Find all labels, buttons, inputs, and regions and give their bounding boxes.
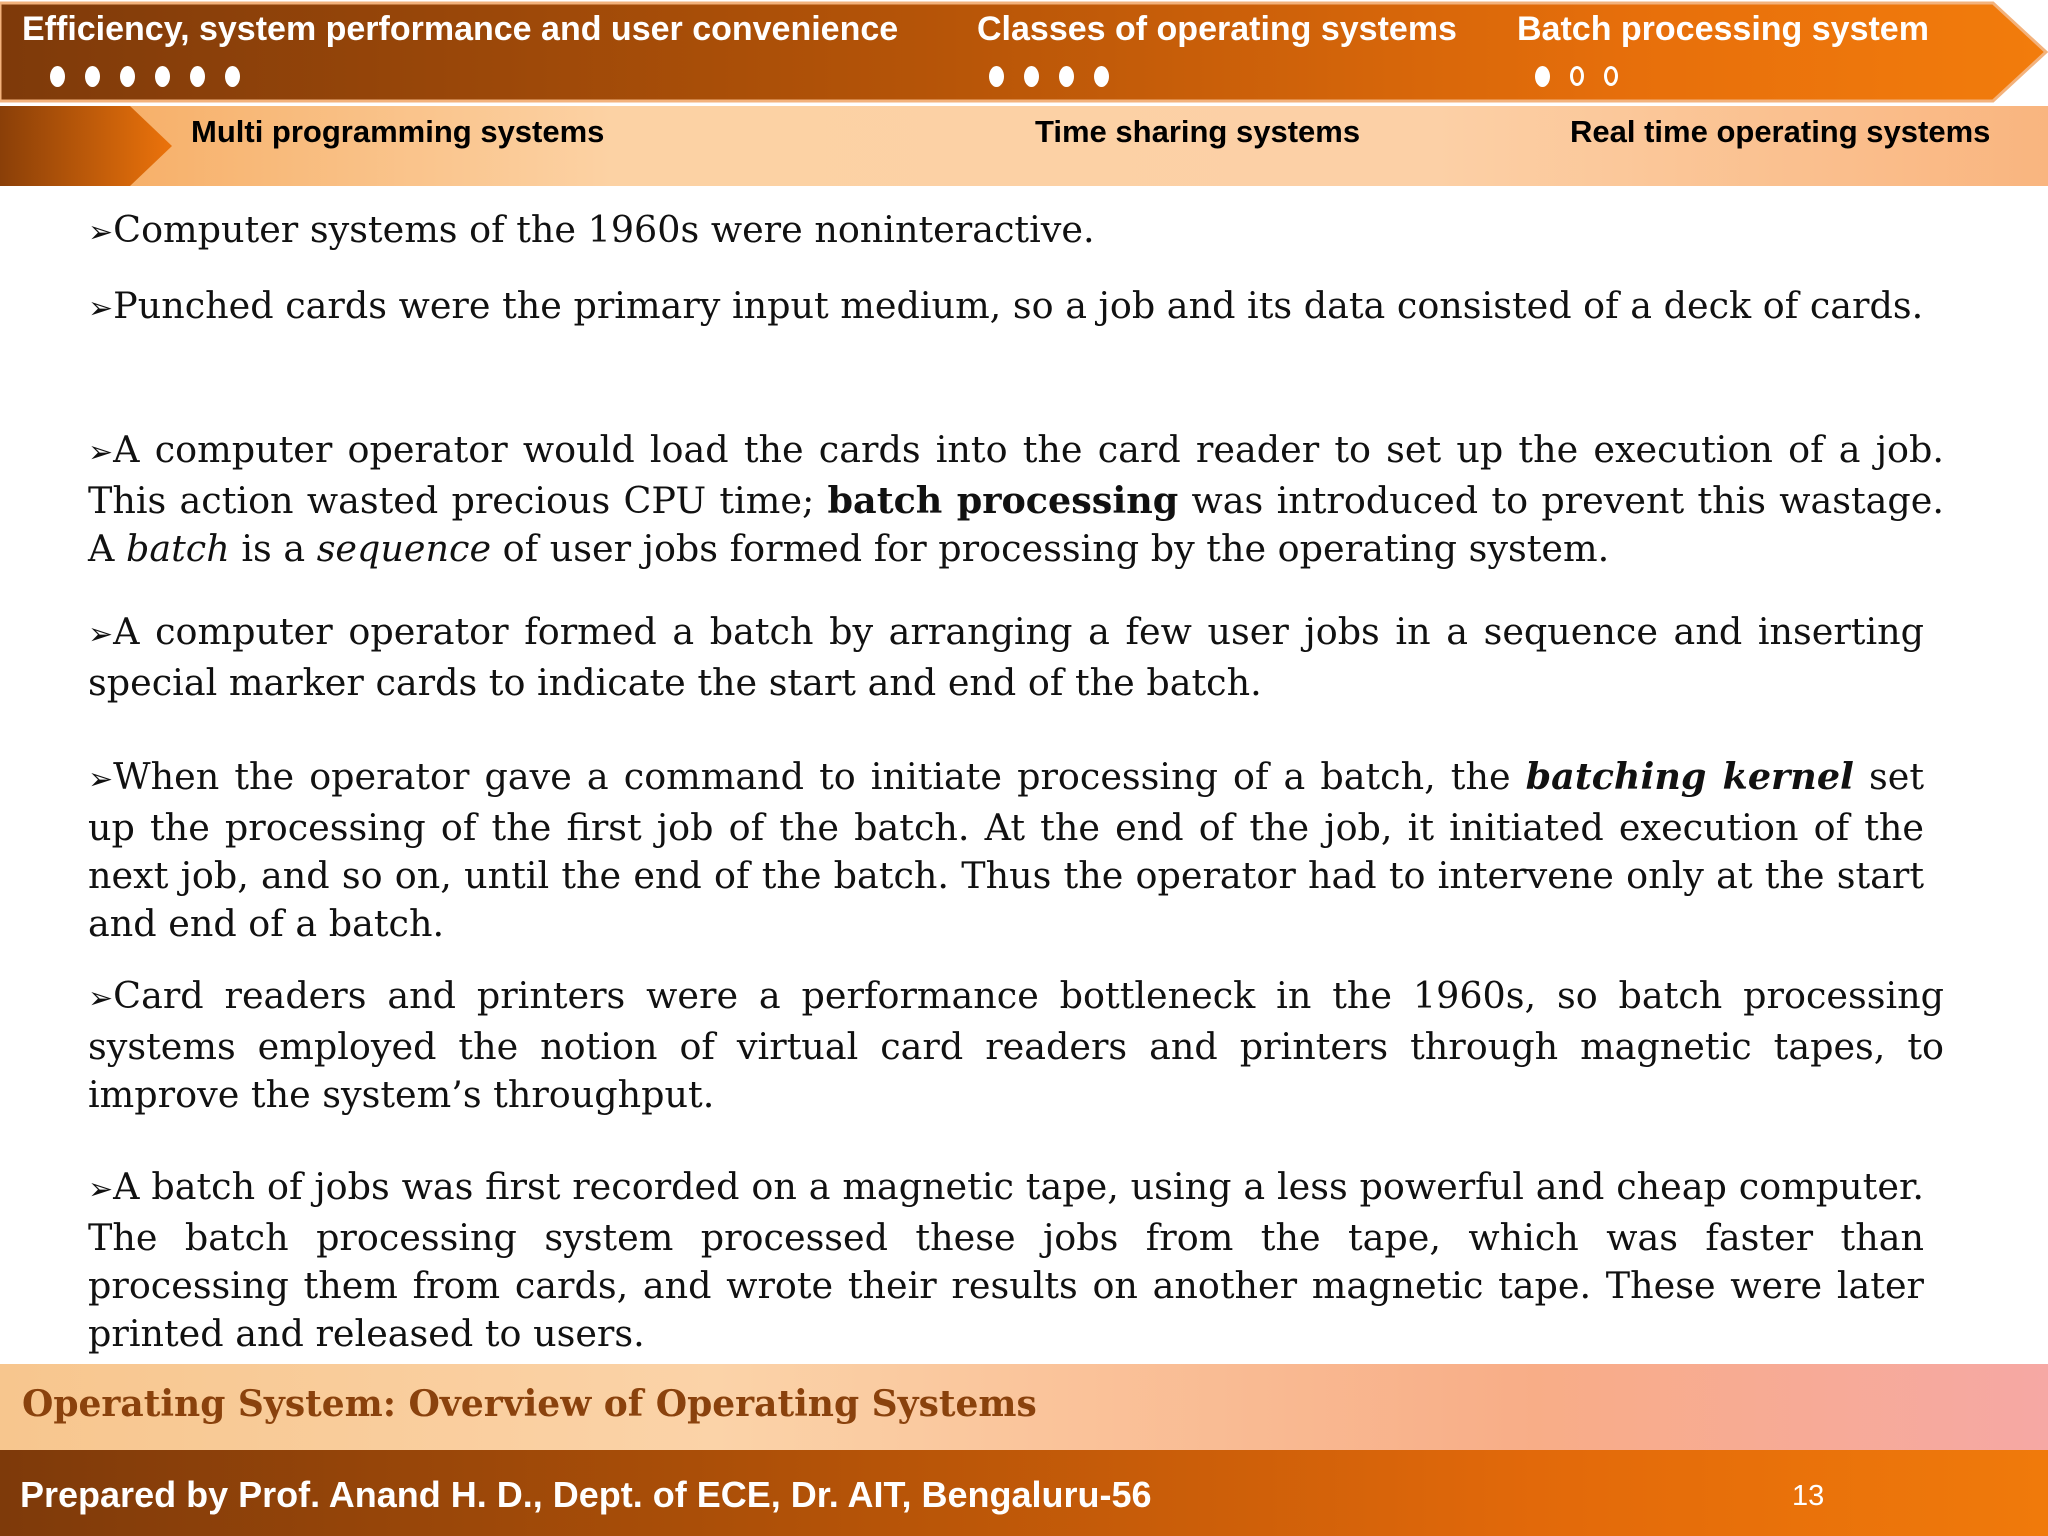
key-term: batch processing <box>827 479 1179 522</box>
progress-dots <box>50 66 240 87</box>
arrow-bullet-icon: ➢ <box>88 215 114 250</box>
nav-section-efficiency[interactable] <box>22 4 982 104</box>
bullet-paragraph: ➢When the operator gave a command to initiate processing of a batch, the batching kernel set up the processing of the first job of the batch. At the end of the job, it initiated execution of the next job, and so on, until the end of the batch. Thus the operator had to intervene only at the start and end of a batch. <box>88 755 1924 945</box>
slide-dot[interactable] <box>190 66 205 87</box>
bullet-paragraph: ➢Computer systems of the 1960s were noninteractive. <box>88 208 1095 251</box>
slide-dot[interactable] <box>1024 66 1039 87</box>
arrow-bullet-icon: ➢ <box>88 617 114 652</box>
nav-section-title: Efficiency, system performance and user convenience <box>22 10 899 48</box>
key-term: batching kernel <box>1525 755 1854 798</box>
course-title: Operating System: Overview of Operating Systems <box>22 1383 1037 1425</box>
slide-dot[interactable] <box>155 66 170 87</box>
progress-dots <box>989 66 1109 87</box>
page-number: 13 <box>1792 1480 1825 1512</box>
arrow-bullet-icon: ➢ <box>88 291 114 326</box>
bullet-paragraph: ➢A batch of jobs was first recorded on a magnetic tape, using a less powerful and cheap computer. The batch processing system processed these jobs from the tape, which was faster than processing them from cards, and wrote their results on another magnetic tape. These were later printed and released to users. <box>88 1165 1924 1355</box>
arrow-bullet-icon: ➢ <box>88 1172 114 1207</box>
subsection-link-multiprogramming[interactable]: Multi programming systems <box>191 114 605 149</box>
subsection-link-time-sharing[interactable]: Time sharing systems <box>1035 114 1361 149</box>
arrow-bullet-icon: ➢ <box>88 762 114 797</box>
slide-dot[interactable] <box>989 66 1004 87</box>
slide-dot-current[interactable] <box>1535 66 1550 87</box>
nav-section-title: Batch processing system <box>1517 10 1929 48</box>
slide-dot[interactable] <box>1570 66 1584 86</box>
progress-dots <box>1535 66 1618 87</box>
slide-dot[interactable] <box>120 66 135 87</box>
key-term: batch <box>125 527 230 570</box>
bullet-paragraph: ➢Card readers and printers were a performance bottleneck in the 1960s, so batch processing systems employed the notion of virtual card readers and printers through magnetic tapes, to improve the system’s throughput. <box>88 974 1944 1116</box>
slide-dot[interactable] <box>50 66 65 87</box>
slide-dot[interactable] <box>225 66 240 87</box>
bullet-paragraph: ➢A computer operator would load the cards into the card reader to set up the execution of a job. This action wasted precious CPU time; batch processing was introduced to prevent this wastage. A batch is a sequence of user jobs formed for processing by the operating system. <box>88 428 1944 570</box>
subsection-link-real-time[interactable]: Real time operating systems <box>1570 114 1991 149</box>
bullet-paragraph: ➢Punched cards were the primary input medium, so a job and its data consisted of a deck of cards. <box>88 284 1924 327</box>
key-term: sequence <box>316 527 492 570</box>
nav-section-classes[interactable] <box>977 4 1497 104</box>
nav-section-title: Classes of operating systems <box>977 10 1457 48</box>
nav-section-batch-processing[interactable] <box>1517 4 1997 104</box>
slide-dot[interactable] <box>85 66 100 87</box>
author-credit: Prepared by Prof. Anand H. D., Dept. of ECE, Dr. AIT, Bengaluru-56 <box>20 1474 1152 1515</box>
arrow-bullet-icon: ➢ <box>88 981 114 1016</box>
slide-dot[interactable] <box>1094 66 1109 87</box>
slide-dot[interactable] <box>1059 66 1074 87</box>
arrow-bullet-icon: ➢ <box>88 435 114 470</box>
bullet-paragraph: ➢A computer operator formed a batch by arranging a few user jobs in a sequence and inserting special marker cards to indicate the start and end of the batch. <box>88 610 1924 704</box>
slide-dot[interactable] <box>1604 66 1618 86</box>
